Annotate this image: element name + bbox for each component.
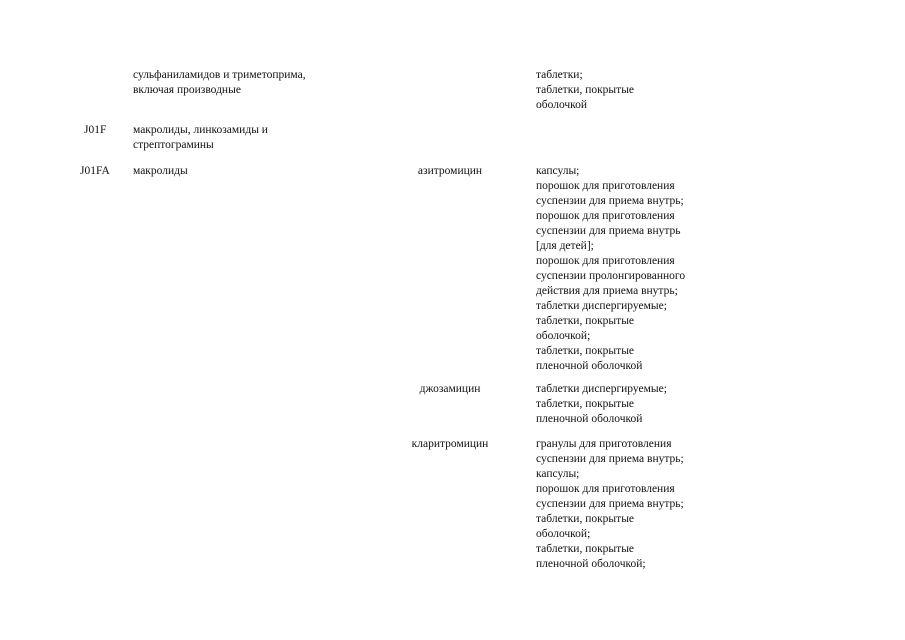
drug-name: джозамицин — [419, 383, 481, 395]
group-name — [133, 68, 383, 98]
dosage-form-line: таблетки, покрытые — [536, 513, 635, 525]
dosage-forms — [536, 382, 776, 427]
group-name-line: сульфаниламидов и триметоприма, — [133, 69, 306, 81]
dosage-form-line: таблетки; — [536, 69, 583, 81]
dosage-form-line: пленочной оболочкой — [536, 360, 643, 372]
dosage-form-line: порошок для приготовления — [536, 180, 675, 192]
dosage-form-line: оболочкой — [536, 99, 588, 111]
dosage-form-line: таблетки, покрытые — [536, 543, 635, 555]
dosage-forms — [536, 164, 776, 374]
group-name-line: включая производные — [133, 84, 241, 96]
dosage-form-line: суспензии пролонгированного — [536, 270, 686, 282]
dosage-form-line: пленочной оболочкой — [536, 413, 643, 425]
drug-name: кларитромицин — [411, 438, 489, 450]
atc-code: J01F — [84, 124, 107, 136]
group-name-line: макролиды, линкозамиды и — [133, 124, 268, 136]
atc-code: J01FA — [80, 165, 110, 177]
dosage-form-line: гранулы для приготовления — [536, 438, 672, 450]
dosage-form-line: таблетки диспергируемые; — [536, 300, 667, 312]
dosage-form-line: суспензии для приема внутрь; — [536, 453, 684, 465]
dosage-form-line: порошок для приготовления — [536, 210, 675, 222]
dosage-form-line: таблетки, покрытые — [536, 345, 635, 357]
dosage-form-line: [для детей]; — [536, 240, 594, 252]
dosage-form-line: таблетки, покрытые — [536, 315, 635, 327]
dosage-form-line: таблетки диспергируемые; — [536, 383, 667, 395]
dosage-form-line: порошок для приготовления — [536, 483, 675, 495]
dosage-form-line: пленочной оболочкой; — [536, 558, 646, 570]
dosage-form-line: суспензии для приема внутрь — [536, 225, 681, 237]
dosage-forms — [536, 68, 776, 113]
drug-name: азитромицин — [417, 165, 483, 177]
dosage-form-line: капсулы; — [536, 468, 580, 480]
dosage-forms — [536, 437, 776, 572]
group-name — [133, 123, 383, 153]
dosage-form-line: суспензии для приема внутрь; — [536, 498, 684, 510]
dosage-form-line: действия для приема внутрь; — [536, 285, 678, 297]
dosage-form-line: оболочкой; — [536, 528, 591, 540]
group-name-line: макролиды — [133, 165, 188, 177]
dosage-form-line: порошок для приготовления — [536, 255, 675, 267]
dosage-form-line: таблетки, покрытые — [536, 84, 635, 96]
group-name — [133, 164, 383, 179]
dosage-form-line: капсулы; — [536, 165, 580, 177]
dosage-form-line: таблетки, покрытые — [536, 398, 635, 410]
group-name-line: стрептограмины — [133, 139, 214, 151]
dosage-form-line: суспензии для приема внутрь; — [536, 195, 684, 207]
dosage-form-line: оболочкой; — [536, 330, 591, 342]
